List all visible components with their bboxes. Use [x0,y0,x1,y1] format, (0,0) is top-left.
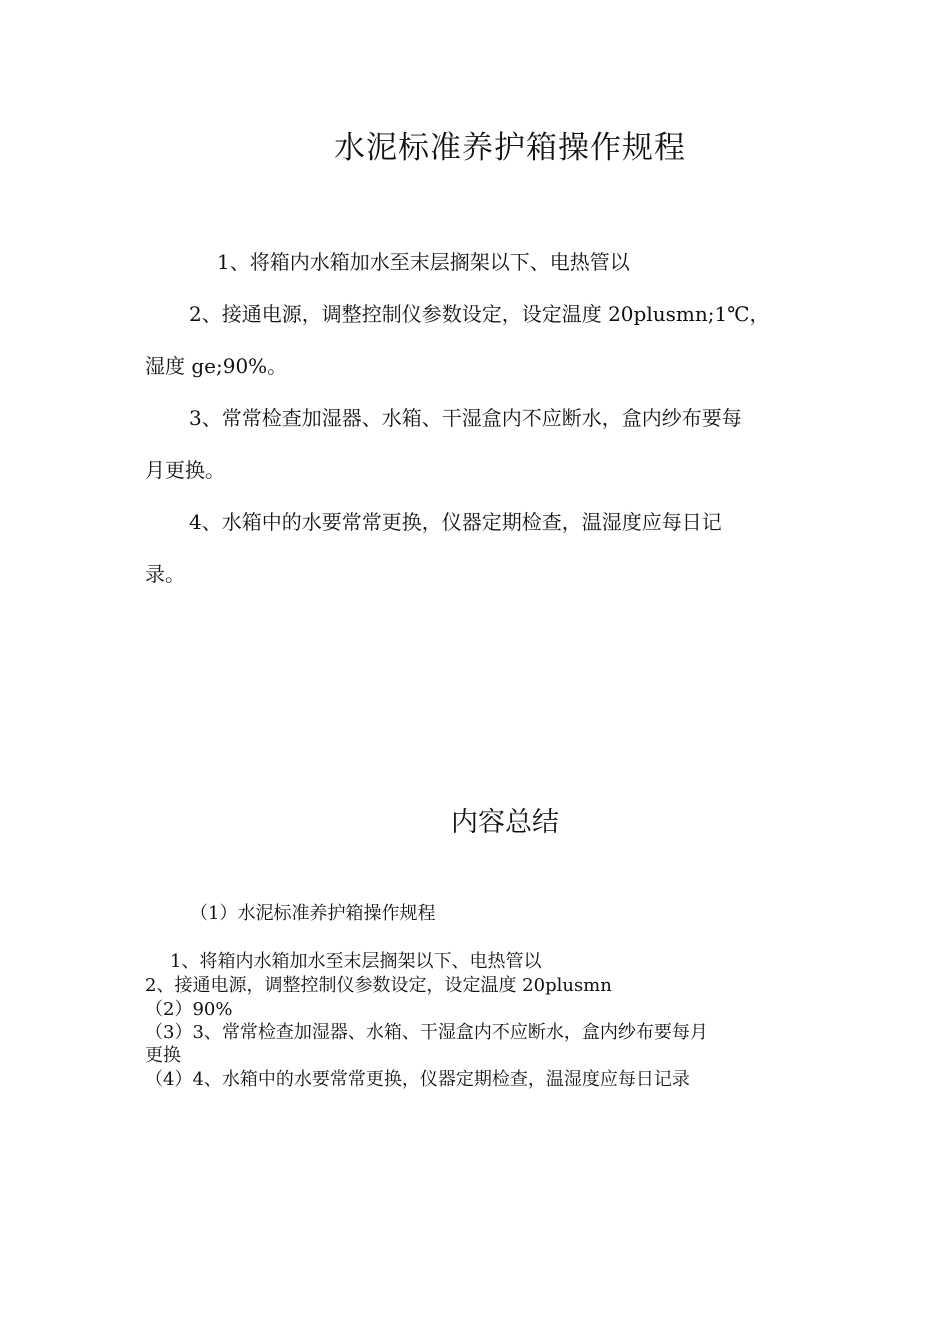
paragraph-2-line-1: 2、接通电源，调整控制仪参数设定，设定温度 20plusmn;1℃， [189,302,770,326]
paragraph-4-line-1: 4、水箱中的水要常常更换，仪器定期检查，温湿度应每日记 [189,510,722,534]
summary-line: 1、将箱内水箱加水至末层搁架以下、电热管以 [170,951,542,972]
summary-line: （1）水泥标准养护箱操作规程 [190,903,436,924]
summary-line: （4）4、水箱中的水要常常更换，仪器定期检查，温湿度应每日记录 [145,1069,690,1090]
summary-line: （2）90% [145,999,233,1020]
document-title: 水泥标准养护箱操作规程 [334,130,686,166]
summary-line: （3）3、常常检查加湿器、水箱、干湿盒内不应断水，盒内纱布要每月 [145,1022,708,1043]
summary-line: 2、接通电源，调整控制仪参数设定，设定温度 20plusmn [145,975,612,996]
paragraph-3-line-1: 3、常常检查加湿器、水箱、干湿盒内不应断水，盒内纱布要每 [189,406,742,430]
paragraph-4-line-2: 录。 [145,562,185,586]
paragraph-2-line-2: 湿度 ge;90%。 [145,354,288,378]
summary-title: 内容总结 [451,807,559,838]
paragraph-1: 1、将箱内水箱加水至末层搁架以下、电热管以 [217,250,630,274]
paragraph-3-line-2: 月更换。 [145,458,225,482]
summary-line: 更换 [145,1045,181,1066]
